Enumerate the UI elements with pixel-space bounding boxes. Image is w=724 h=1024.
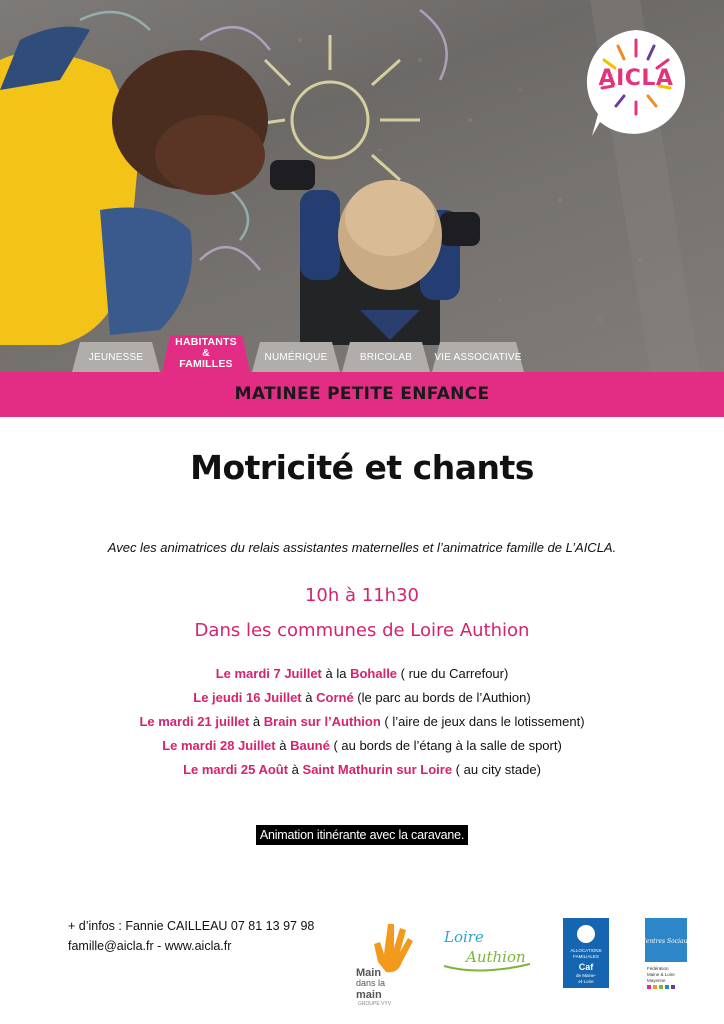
hand-icon <box>374 924 413 972</box>
partner-text: dans la <box>356 978 386 988</box>
date-detail: ( au city stade) <box>452 762 541 777</box>
partner-text: GROUPE VYV <box>358 1001 392 1007</box>
date-detail: ( l’aire de jeux dans le lotissement) <box>380 714 585 729</box>
tab-bricolab[interactable] <box>342 342 430 372</box>
partner-text: main <box>356 989 382 1001</box>
color-dots <box>647 985 675 989</box>
partner-text: Maine & Loire <box>647 972 675 977</box>
date-town: Corné <box>316 690 354 705</box>
tab-label: NUMÉRIQUE <box>264 351 328 363</box>
date-item <box>0 666 724 690</box>
date-item <box>0 690 724 714</box>
event-title: Motricité et chants <box>190 448 534 487</box>
date-day: Le mardi 21 juillet <box>139 714 250 729</box>
tab-label: JEUNESSE <box>88 351 144 363</box>
tab-numerique[interactable] <box>252 342 340 372</box>
band-title: MATINEE PETITE ENFANCE <box>234 384 490 404</box>
contact-line-phone: + d’infos : Fannie CAILLEAU 07 81 13 97 98 <box>68 919 315 933</box>
tab-label: VIE ASSOCIATIVE <box>434 351 522 363</box>
section-band <box>0 372 724 417</box>
main-dans-la-main-logo <box>350 918 430 1006</box>
date-town: Bauné <box>290 738 330 753</box>
logo-text: AICLA <box>598 66 674 91</box>
tab-label: BRICOLAB <box>359 351 413 363</box>
date-item <box>0 714 724 738</box>
date-connector: à <box>301 690 317 705</box>
partner-text: Loire <box>444 928 484 946</box>
partner-text: Centres Sociaux <box>641 938 691 945</box>
caravane-banner-wrap <box>0 825 724 845</box>
event-place: Dans les communes de Loire Authion <box>194 620 530 641</box>
loire-authion-logo <box>440 920 536 982</box>
date-connector: à <box>249 714 264 729</box>
partner-text: Main <box>356 967 382 979</box>
date-day: Le jeudi 16 Juillet <box>193 690 302 705</box>
tab-habitants-familles[interactable] <box>162 335 250 372</box>
date-item <box>0 762 724 786</box>
date-detail: ( au bords de l’étang à la salle de sport) <box>329 738 562 753</box>
tab-label: HABITANTS & FAMILLES <box>175 336 237 370</box>
caf-emblem-icon <box>577 925 595 943</box>
contact-line-web[interactable]: famille@aicla.fr - www.aicla.fr <box>68 939 232 953</box>
date-day: Le mardi 25 Août <box>183 762 289 777</box>
caravane-banner: Animation itinérante avec la caravane. <box>256 825 468 845</box>
date-day: Le mardi 7 Juillet <box>215 666 322 681</box>
contact-info <box>68 916 314 956</box>
date-day: Le mardi 28 Juillet <box>162 738 276 753</box>
tab-vie-associative[interactable] <box>432 342 524 372</box>
partner-text: Mayenne <box>647 978 666 983</box>
partner-text: de Maine- <box>575 973 597 978</box>
centres-sociaux-logo <box>641 918 691 990</box>
date-detail: ( rue du Carrefour) <box>397 666 509 681</box>
date-connector: à <box>288 762 303 777</box>
partner-text: Fédération <box>647 966 669 971</box>
date-detail: (le parc au bords de l’Authion) <box>353 690 531 705</box>
caf-logo <box>563 918 609 988</box>
event-time: 10h à 11h30 <box>304 585 419 606</box>
aicla-logo <box>580 26 692 138</box>
partner-text: et-Loire <box>578 979 594 984</box>
date-town: Bohalle <box>350 666 398 681</box>
partner-text: FAMILIALES <box>573 954 599 959</box>
tab-jeunesse[interactable] <box>72 342 160 372</box>
section-tabs <box>72 335 524 372</box>
date-connector: à la <box>321 666 351 681</box>
partner-text: Caf <box>578 962 594 972</box>
partner-text: ALLOCATIONS <box>570 948 602 953</box>
partner-text: Authion <box>466 948 526 966</box>
event-intro: Avec les animatrices du relais assistantes maternelles et l’animatrice famille de L’AICLA. <box>107 540 617 555</box>
date-list <box>0 666 724 786</box>
date-item <box>0 738 724 762</box>
date-town: Brain sur l’Authion <box>263 714 381 729</box>
date-connector: à <box>275 738 291 753</box>
hero-photo <box>0 0 724 372</box>
date-town: Saint Mathurin sur Loire <box>302 762 453 777</box>
